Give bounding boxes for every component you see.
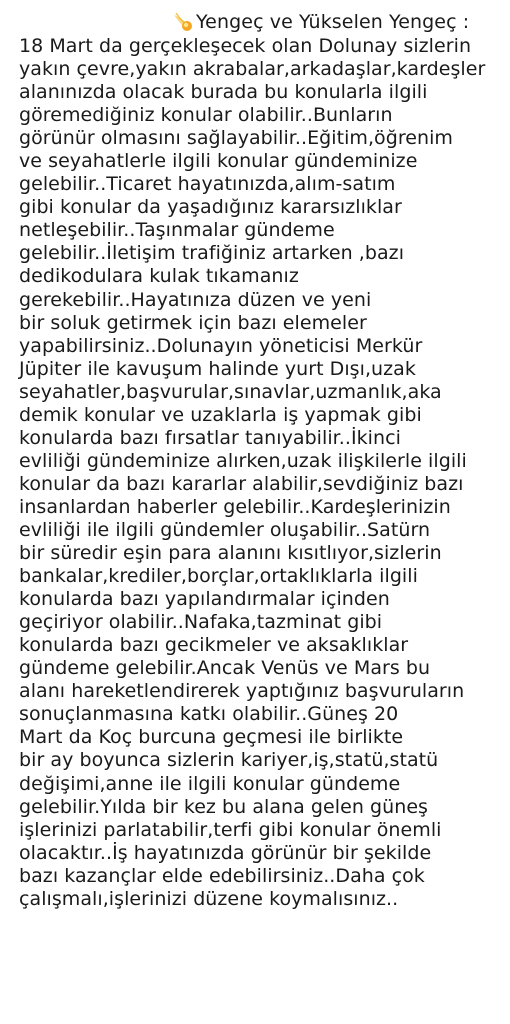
body-line: geçiriyor olabilir..Nafaka,tazminat gibi <box>19 611 383 634</box>
body-line: bir süredir eşin para alanını kısıtlıyor,sizlerin <box>19 542 442 565</box>
body-line: göremediğiniz konular olabilir..Bunların <box>19 104 393 127</box>
body-line: bir soluk getirmek için bazı elemeler <box>19 311 367 334</box>
body-line: evliliği gündeminize alırken,uzak ilişkilerle ilgili <box>19 449 467 472</box>
body-line: bazı kazançlar elde edebilirsiniz..Daha çok <box>19 864 425 887</box>
body-line: olacaktır..İş hayatınızda görünür bir şekilde <box>19 841 432 864</box>
body-line: alanınızda olacak burada bu konularla ilgili <box>19 81 428 104</box>
body-line: gelebilir..Ticaret hayatınızda,alım-satım <box>19 173 396 196</box>
body-line: evliliği ile ilgili gündemler oluşabilir..Satürn <box>19 518 431 541</box>
post-body <box>19 35 507 911</box>
body-line: gelebilir.Yılda bir kez bu alana gelen güneş <box>19 795 429 818</box>
body-line: seyahatler,başvurular,sınavlar,uzmanlık,aka <box>19 380 442 403</box>
body-line: konularda bazı yapılandırmalar içinden <box>19 588 390 611</box>
body-line: konularda bazı gecikmeler ve aksaklıklar <box>19 634 409 657</box>
body-line: Mart da Koç burcuna geçmesi ile birlikte <box>19 726 404 749</box>
body-line: ve seyahatlerle ilgili konular gündeminize <box>19 150 418 173</box>
body-line: görünür olmasını sağlayabilir..Eğitim,öğrenim <box>19 127 453 150</box>
body-line: insanlardan haberler gelebilir..Kardeşlerinizin <box>19 495 451 518</box>
body-line: konularda bazı fırsatlar tanıyabilir..İkinci <box>19 426 401 449</box>
body-line: sonuçlanmasına katkı olabilir..Güneş 20 <box>19 703 399 726</box>
body-line: dedikodulara kulak tıkamanız <box>19 265 299 288</box>
body-line: gibi konular da yaşadığınız kararsızlıklar <box>19 196 402 219</box>
body-line: gelebilir..İletişim trafiğiniz artarken ,bazı <box>19 242 405 265</box>
post-title: Yengeç ve Yükselen Yengeç : <box>196 11 470 33</box>
body-line: işlerinizi parlatabilir,terfi gibi konular önemli <box>19 818 442 841</box>
body-line: alanı hareketlendirerek yaptığınız başvuruların <box>19 680 465 703</box>
comet-icon <box>172 11 194 33</box>
body-line: çalışmalı,işlerinizi düzene koymalısınız.. <box>19 887 399 910</box>
body-line: 18 Mart da gerçekleşecek olan Dolunay sizlerin <box>19 35 472 57</box>
body-line: yapabilirsiniz..Dolunayın yöneticisi Merkür <box>19 334 423 357</box>
body-line: konular da bazı kararlar alabilir,sevdiğiniz bazı <box>19 472 464 495</box>
body-line: demik konular ve uzaklarla iş yapmak gibi <box>19 403 422 426</box>
body-line: değişimi,anne ile ilgili konular gündeme <box>19 772 401 795</box>
body-line: netleşebilir..Taşınmalar gündeme <box>19 219 335 242</box>
body-line: bir ay boyunca sizlerin kariyer,iş,statü,statü <box>19 749 439 772</box>
body-line: gerekebilir..Hayatınıza düzen ve yeni <box>19 288 372 311</box>
post-header <box>172 9 469 35</box>
body-line: Jüpiter ile kavuşum halinde yurt Dışı,uzak <box>19 357 416 380</box>
body-line: yakın çevre,yakın akrabalar,arkadaşlar,kardeşler <box>19 58 486 81</box>
body-line: gündeme gelebilir.Ancak Venüs ve Mars bu <box>19 657 431 680</box>
body-line: bankalar,krediler,borçlar,ortaklıklarla ilgili <box>19 565 418 588</box>
